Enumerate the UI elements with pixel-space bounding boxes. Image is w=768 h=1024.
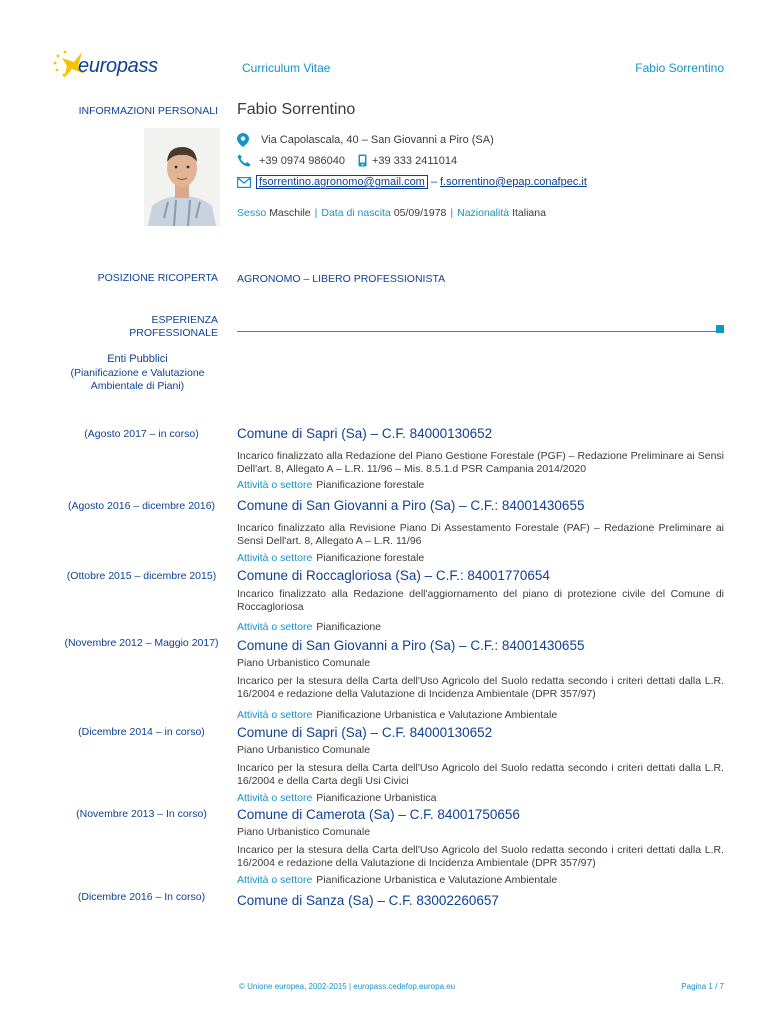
entry-sector bbox=[237, 874, 557, 886]
entry-description: Incarico per la stesura della Carta dell'Uso Agricolo del Suolo redatta secondo i criteri dettati dalla L.R. 16/2004 e della Carta degli Usi Civici bbox=[237, 762, 724, 787]
entry-subtitle: Piano Urbanistico Comunale bbox=[237, 826, 371, 838]
entry-date: (Ottobre 2015 – dicembre 2015) bbox=[66, 570, 217, 582]
sector-key: Attività o settore bbox=[237, 792, 313, 804]
phone-row bbox=[237, 154, 457, 167]
entry-title: Comune di Sanza (Sa) – C.F. 83002260657 bbox=[237, 893, 499, 908]
email-secondary-link[interactable]: f.sorrentino@epap.conafpec.it bbox=[439, 176, 587, 188]
section-divider bbox=[237, 331, 717, 332]
entry-date: (Dicembre 2014 – in corso) bbox=[78, 726, 205, 738]
sex-value: Maschile bbox=[269, 207, 311, 219]
doc-title: Curriculum Vitae bbox=[242, 61, 331, 75]
sector-value: Pianificazione forestale bbox=[316, 479, 425, 491]
group-line3: Ambientale di Piani) bbox=[90, 379, 185, 392]
entry-title: Comune di Camerota (Sa) – C.F. 84001750656 bbox=[237, 807, 520, 822]
birth-label: Data di nascita bbox=[321, 207, 391, 219]
entry-title: Comune di San Giovanni a Piro (Sa) – C.F.: 84001430655 bbox=[237, 498, 585, 513]
experience-group-label bbox=[45, 353, 230, 393]
phone-icon bbox=[237, 154, 251, 167]
location-pin-icon bbox=[237, 133, 249, 147]
section-label-experience bbox=[38, 314, 218, 339]
entry-date: (Novembre 2012 – Maggio 2017) bbox=[64, 637, 219, 649]
entry-sector bbox=[237, 479, 424, 491]
mobile-number[interactable]: +39 333 2411014 bbox=[371, 154, 458, 167]
entry-title: Comune di Roccagloriosa (Sa) – C.F.: 84001770654 bbox=[237, 568, 550, 583]
section-divider-square bbox=[716, 325, 724, 333]
sector-value: Pianificazione bbox=[316, 621, 382, 633]
entry-description: Incarico per la stesura della Carta dell'Uso Agricolo del Suolo redatta secondo i criteri dettati dalla L.R. 16/2004 e redazione della Valutazione di Incidenza Ambientale (DPR 357/97) bbox=[237, 675, 724, 700]
separator: | bbox=[450, 207, 454, 219]
sector-value: Pianificazione Urbanistica bbox=[316, 792, 437, 804]
group-line1: Enti Pubblici bbox=[107, 353, 168, 365]
header-person-name: Fabio Sorrentino bbox=[635, 61, 724, 75]
person-name: Fabio Sorrentino bbox=[237, 101, 356, 118]
email-icon bbox=[237, 177, 251, 188]
sector-value: Pianificazione forestale bbox=[316, 552, 425, 564]
entry-subtitle: Piano Urbanistico Comunale bbox=[237, 657, 371, 669]
europass-logo bbox=[52, 48, 172, 82]
email-primary-link[interactable]: fsorrentino.agronomo@gmail.com bbox=[256, 175, 428, 189]
sector-key: Attività o settore bbox=[237, 479, 313, 491]
nationality-value: Italiana bbox=[512, 207, 546, 219]
sector-value: Pianificazione Urbanistica e Valutazione Ambientale bbox=[316, 874, 558, 886]
group-line2: (Pianificazione e Valutazione bbox=[70, 366, 205, 379]
profile-photo bbox=[144, 128, 220, 226]
entry-title: Comune di San Giovanni a Piro (Sa) – C.F.: 84001430655 bbox=[237, 638, 585, 653]
sector-key: Attività o settore bbox=[237, 621, 313, 633]
entry-subtitle: Piano Urbanistico Comunale bbox=[237, 744, 371, 756]
phone-number[interactable]: +39 0974 986040 bbox=[259, 154, 345, 167]
entry-date: (Novembre 2013 – In corso) bbox=[76, 808, 207, 820]
section-label-position: POSIZIONE RICOPERTA bbox=[97, 272, 218, 284]
nationality-label: Nazionalità bbox=[457, 207, 510, 219]
separator: | bbox=[314, 207, 318, 219]
entry-sector bbox=[237, 709, 557, 721]
email-row bbox=[237, 175, 587, 189]
personal-details-row bbox=[237, 207, 546, 219]
sector-key: Attività o settore bbox=[237, 874, 313, 886]
sector-value: Pianificazione Urbanistica e Valutazione Ambientale bbox=[316, 709, 558, 721]
entry-description: Incarico per la stesura della Carta dell'Uso Agricolo del Suolo redatta secondo i criteri dettati dalla L.R. 16/2004 e redazione della Valutazione di Incidenza Ambientale (DPR 357/97) bbox=[237, 844, 724, 869]
address-text: Via Capolascala, 40 – San Giovanni a Piro (SA) bbox=[261, 134, 494, 146]
footer-page: Pagina 1 / 7 bbox=[681, 982, 724, 991]
entry-sector bbox=[237, 621, 381, 633]
entry-date: (Dicembre 2016 – In corso) bbox=[77, 891, 206, 903]
sex-label: Sesso bbox=[237, 207, 267, 219]
sector-key: Attività o settore bbox=[237, 709, 313, 721]
experience-label-line2: PROFESSIONALE bbox=[129, 326, 218, 339]
entry-description: Incarico finalizzato alla Revisione Piano Di Assestamento Forestale (PAF) – Redazione Preliminare ai Sensi Dell'art. 8, Allegato A – L.R. 11/96 bbox=[237, 522, 724, 547]
position-value: AGRONOMO – LIBERO PROFESSIONISTA bbox=[237, 273, 446, 285]
sector-key: Attività o settore bbox=[237, 552, 313, 564]
entry-date: (Agosto 2017 – in corso) bbox=[84, 428, 199, 440]
email-separator: – bbox=[430, 176, 437, 188]
address-row bbox=[237, 133, 494, 147]
person-photo-icon bbox=[144, 128, 220, 226]
entry-title: Comune di Sapri (Sa) – C.F. 84000130652 bbox=[237, 426, 493, 441]
birth-value: 05/09/1978 bbox=[393, 207, 447, 219]
experience-label-line1: ESPERIENZA bbox=[151, 314, 218, 326]
entry-description: Incarico finalizzato alla Redazione del Piano Gestione Forestale (PGF) – Redazione Preliminare ai Sensi Dell'art. 8, Allegato A – L.R. 11/96 – Mis. 8.5.1.d PSR Campania 2014/2020 bbox=[237, 450, 724, 475]
entry-sector bbox=[237, 792, 437, 804]
entry-description: Incarico finalizzato alla Redazione dell'aggiornamento del piano di protezione civile del Comune di Roccagloriosa bbox=[237, 588, 724, 613]
entry-title: Comune di Sapri (Sa) – C.F. 84000130652 bbox=[237, 725, 493, 740]
entry-date: (Agosto 2016 – dicembre 2016) bbox=[67, 500, 216, 512]
logo-text: europass bbox=[78, 55, 158, 77]
section-label-personal: INFORMAZIONI PERSONALI bbox=[78, 105, 218, 117]
mobile-phone-icon bbox=[358, 154, 367, 167]
entry-sector bbox=[237, 552, 424, 564]
footer-copyright: © Unione europea, 2002-2015 | europass.cedefop.europa.eu bbox=[239, 982, 456, 991]
